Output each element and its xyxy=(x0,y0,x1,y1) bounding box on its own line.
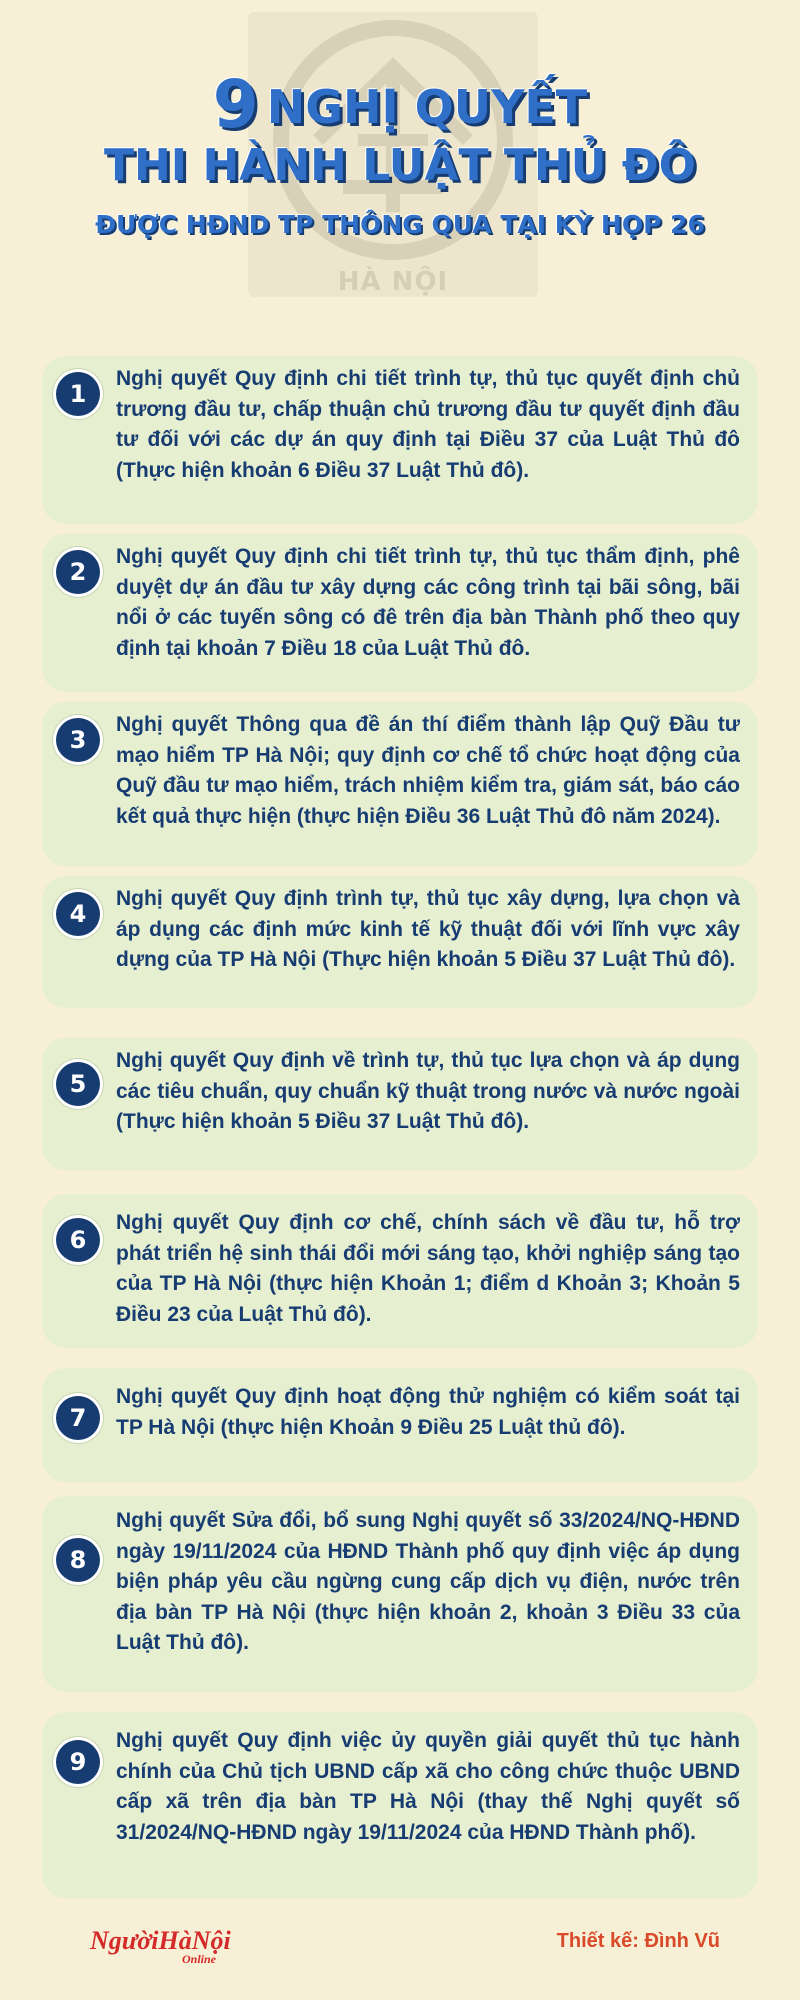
item-number-badge: 4 xyxy=(56,892,100,936)
watermark-text: HÀ NỘI xyxy=(337,267,449,297)
list-item xyxy=(42,534,758,692)
item-number-badge: 9 xyxy=(56,1740,100,1784)
publisher-logo-sub: Online xyxy=(182,1952,217,1966)
publisher-logo xyxy=(90,1926,231,1966)
list-item xyxy=(42,1368,758,1482)
title-text-1: NGHỊ QUYẾT xyxy=(266,80,588,134)
item-text: Nghị quyết Quy định chi tiết trình tự, thủ tục thẩm định, phê duyệt dự án đầu tư xây dựng các công trình tại bãi sông, bãi nổi ở các tuyến sông có đê trên địa bàn Thành phố theo quy định tại khoản 7 Điều 18 của Luật Thủ đô. xyxy=(116,545,740,660)
title-number: 9 xyxy=(212,66,259,143)
item-number-badge: 8 xyxy=(56,1538,100,1582)
designer-credit: Thiết kế: Đình Vũ xyxy=(556,1930,720,1952)
list-item xyxy=(42,1194,758,1348)
list-item xyxy=(42,702,758,866)
item-number-badge: 5 xyxy=(56,1062,100,1106)
item-number-badge: 6 xyxy=(56,1218,100,1262)
list-item xyxy=(42,876,758,1008)
list-item xyxy=(42,1712,758,1898)
item-number-badge: 2 xyxy=(56,550,100,594)
list-item xyxy=(42,1496,758,1692)
item-number-badge: 7 xyxy=(56,1396,100,1440)
title-line-2: THI HÀNH LUẬT THỦ ĐÔ xyxy=(103,140,697,191)
item-text: Nghị quyết Thông qua đề án thí điểm thành lập Quỹ Đầu tư mạo hiểm TP Hà Nội; quy định cơ chế tổ chức hoạt động của Quỹ đầu tư mạo hiểm, trách nhiệm kiểm tra, giám sát, báo cáo kết quả thực hiện (thực hiện Điều 36 Luật Thủ đô năm 2024). xyxy=(116,713,740,828)
publisher-logo-text: NgườiHàNội xyxy=(90,1926,231,1955)
item-text: Nghị quyết Quy định việc ủy quyền giải quyết thủ tục hành chính của Chủ tịch UBND cấp xã cho công chức thuộc UBND cấp xã trên địa bàn TP Hà Nội (thay thế Nghị quyết số 31/2024/NQ-HĐND ngày 19/11/2024 của HĐND Thành phố). xyxy=(116,1729,740,1844)
item-number-badge: 1 xyxy=(56,372,100,416)
item-text: Nghị quyết Quy định về trình tự, thủ tục lựa chọn và áp dụng các tiêu chuẩn, quy chuẩn kỹ thuật trong nước và nước ngoài (Thực hiện khoản 5 Điều 37 Luật Thủ đô). xyxy=(116,1049,740,1133)
subtitle: ĐƯỢC HĐND TP THÔNG QUA TẠI KỲ HỌP 26 xyxy=(95,210,705,239)
list-item xyxy=(42,356,758,524)
item-text: Nghị quyết Quy định hoạt động thử nghiệm có kiểm soát tại TP Hà Nội (thực hiện Khoản 9 Điều 25 Luật thủ đô). xyxy=(116,1385,740,1439)
title-line-1 xyxy=(0,66,800,143)
item-number-badge: 3 xyxy=(56,718,100,762)
list-item xyxy=(42,1038,758,1170)
item-text: Nghị quyết Quy định cơ chế, chính sách về đầu tư, hỗ trợ phát triển hệ sinh thái đổi mới sáng tạo, khởi nghiệp sáng tạo của TP Hà Nội (thực hiện Khoản 1; điểm d Khoản 3; Khoản 5 Điều 23 của Luật Thủ đô). xyxy=(116,1211,740,1326)
item-text: Nghị quyết Quy định chi tiết trình tự, thủ tục quyết định chủ trương đầu tư, chấp thuận chủ trương đầu tư quyết định đầu tư đối với các dự án quy định tại Điều 37 của Luật Thủ đô (Thực hiện khoản 6 Điều 37 Luật Thủ đô). xyxy=(116,367,740,482)
item-text: Nghị quyết Sửa đổi, bổ sung Nghị quyết số 33/2024/NQ-HĐND ngày 19/11/2024 của HĐND Thành phố quy định việc áp dụng biện pháp yêu cầu ngừng cung cấp dịch vụ điện, nước trên địa bàn TP Hà Nội (thực hiện khoản 2, khoản 3 Điều 33 của Luật Thủ đô). xyxy=(116,1509,740,1654)
item-text: Nghị quyết Quy định trình tự, thủ tục xây dựng, lựa chọn và áp dụng các định mức kinh tế kỹ thuật đối với lĩnh vực xây dựng của TP Hà Nội (Thực hiện khoản 5 Điều 37 Luật Thủ đô). xyxy=(116,887,740,971)
